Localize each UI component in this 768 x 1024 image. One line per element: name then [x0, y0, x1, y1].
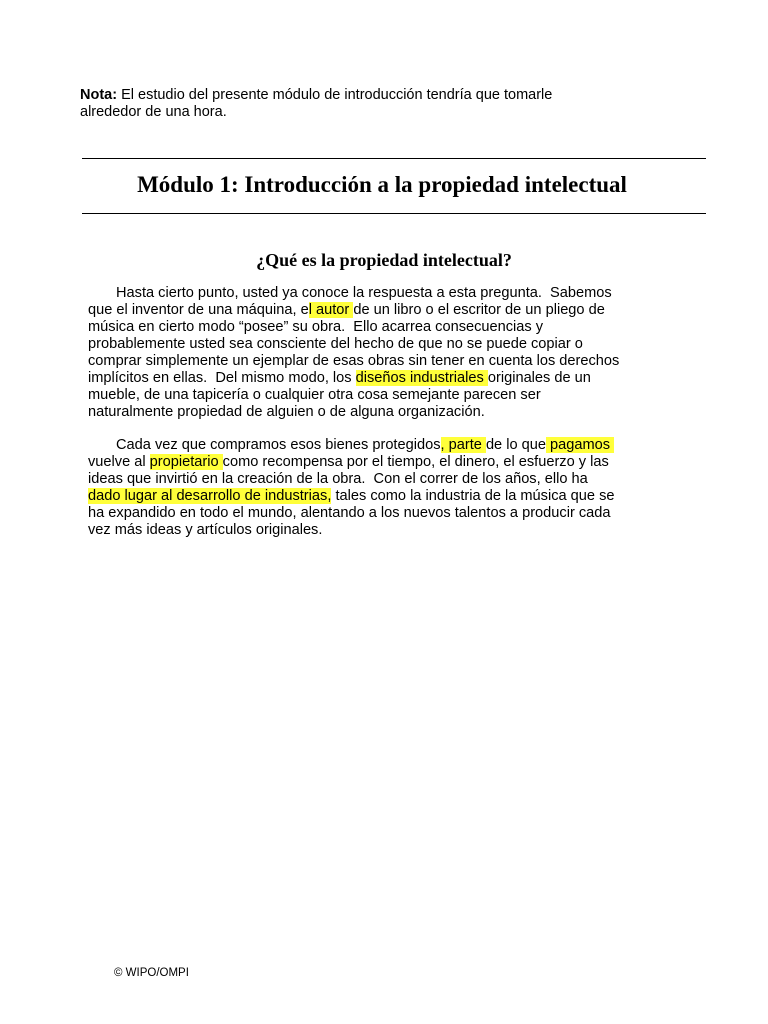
note-label: Nota:: [80, 87, 118, 103]
highlight-parte: , parte: [440, 437, 486, 453]
paragraph-line: vez más ideas y artículos originales.: [88, 522, 323, 538]
note: [80, 87, 640, 121]
text-run: como recompensa por el tiempo, el dinero, el esfuerzo y las: [222, 454, 609, 470]
copyright-footer: © WIPO/OMPI: [114, 967, 189, 979]
paragraph-line: [88, 488, 678, 505]
paragraph-line: música en cierto modo “posee” su obra. Ello acarrea consecuencias y: [88, 319, 544, 335]
paragraph-line: [88, 454, 678, 471]
paragraph-line: [88, 437, 678, 454]
text-run: Cada vez que compramos esos bienes protegidos: [116, 437, 441, 453]
highlight-pagamos: pagamos: [546, 437, 615, 453]
text-run: de un libro o el escritor de un pliego de: [353, 302, 605, 318]
highlight-disenos-industriales: diseños industriales: [355, 370, 488, 386]
text-run: originales de un: [487, 370, 591, 386]
note-text-line2: alrededor de una hora.: [80, 104, 227, 120]
title-bottom-rule: [82, 213, 706, 214]
module-title: Módulo 1: Introducción a la propiedad intelectual: [137, 172, 627, 197]
section-title: ¿Qué es la propiedad intelectual?: [256, 250, 512, 270]
text-run: implícitos en ellas. Del mismo modo, los: [88, 370, 356, 386]
paragraph-line: ha expandido en todo el mundo, alentando a los nuevos talentos a producir cada: [88, 505, 611, 521]
paragraph-2: [88, 437, 678, 539]
paragraph-line: comprar simplemente un ejemplar de esas obras sin tener en cuenta los derechos: [88, 353, 620, 369]
paragraph-line: [88, 302, 678, 319]
highlight-desarrollo-industrias: dado lugar al desarrollo de industrias,: [88, 488, 332, 504]
text-run: tales como la industria de la música que se: [331, 488, 615, 504]
highlight-autor: l autor: [308, 302, 354, 318]
paragraph-line: probablemente usted sea consciente del hecho de que no se puede copiar o: [88, 336, 583, 352]
text-run: que el inventor de una máquina, e: [88, 302, 309, 318]
text-run: de lo que: [485, 437, 546, 453]
paragraph-line: naturalmente propiedad de alguien o de alguna organización.: [88, 404, 485, 420]
paragraph-line: mueble, de una tapicería o cualquier otra cosa semejante parecen ser: [88, 387, 541, 403]
text-run: vuelve al: [88, 454, 150, 470]
highlight-propietario: propietario: [149, 454, 223, 470]
title-top-rule: [82, 158, 706, 159]
paragraph-line: ideas que invirtió en la creación de la obra. Con el correr de los años, ello ha: [88, 471, 588, 487]
note-text-line1: El estudio del presente módulo de introducción tendría que tomarle: [117, 87, 553, 103]
paragraph-1: [88, 285, 678, 421]
paragraph-line: Hasta cierto punto, usted ya conoce la respuesta a esta pregunta. Sabemos: [116, 285, 612, 301]
paragraph-line: [88, 370, 678, 387]
